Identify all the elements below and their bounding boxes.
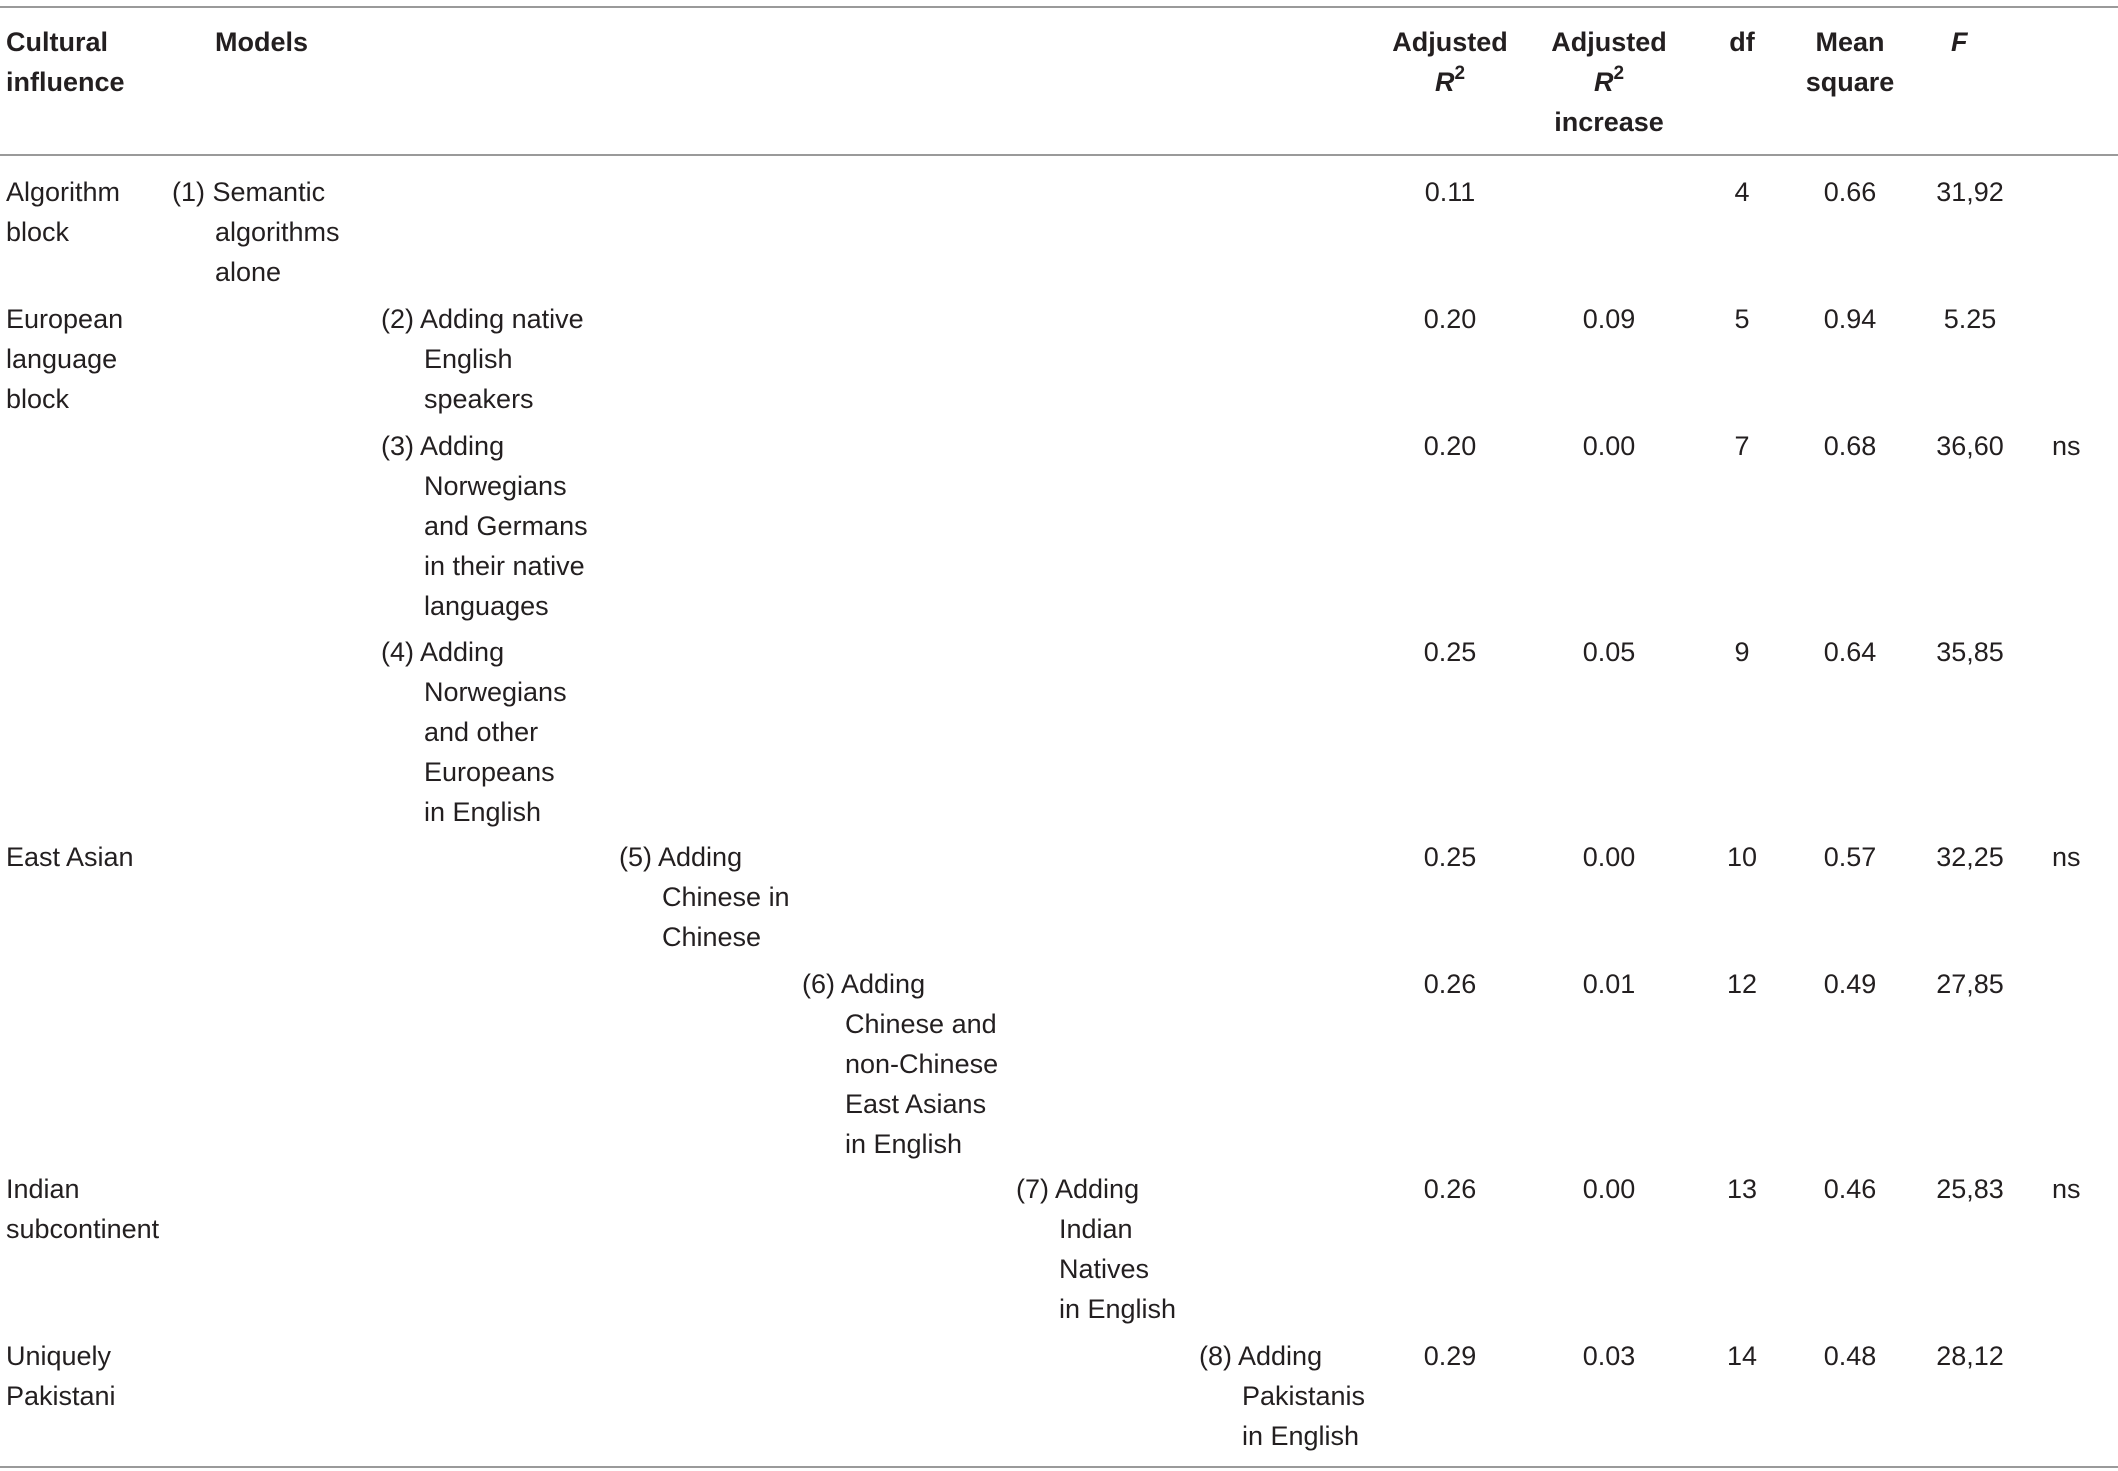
cell-mean-square: 0.48 xyxy=(1823,1341,1877,1371)
cell-significance: ns xyxy=(2052,431,2081,461)
cell-adjusted-r2: 0.25 xyxy=(1423,637,1477,667)
cell-adjusted-r2: 0.26 xyxy=(1423,969,1477,999)
cell-mean-square: 0.68 xyxy=(1823,431,1877,461)
cell-adjusted-r2: 0.29 xyxy=(1423,1341,1477,1371)
cell-adjusted-r2: 0.20 xyxy=(1423,304,1477,334)
cell-mean-square: 0.66 xyxy=(1823,177,1877,207)
cell-mean-square: 0.64 xyxy=(1823,637,1877,667)
row-group-label: Indian subcontinent xyxy=(6,1174,160,1244)
model-entry: (2) Adding native English speakers xyxy=(381,304,584,414)
cell-df: 5 xyxy=(1734,304,1750,334)
cell-significance: ns xyxy=(2052,842,2081,872)
header-df: df xyxy=(1729,27,1755,57)
model-entry: (5) Adding Chinese in Chinese xyxy=(619,842,790,952)
header-cultural-influence: Cultural influence xyxy=(6,27,125,97)
cell-mean-square: 0.57 xyxy=(1823,842,1877,872)
row-group-label: European language block xyxy=(6,304,124,414)
cell-f: 32,25 xyxy=(1936,842,2004,872)
cell-f: 35,85 xyxy=(1936,637,2004,667)
model-entry: (8) Adding Pakistanis in English xyxy=(1199,1341,1366,1451)
cell-adjusted-r2-increase: 0.01 xyxy=(1582,969,1636,999)
cell-adjusted-r2: 0.11 xyxy=(1424,177,1476,207)
header-f: F xyxy=(1951,27,1968,57)
row-group-label: Algorithm block xyxy=(6,177,121,247)
cell-f: 25,83 xyxy=(1936,1174,2004,1204)
cell-df: 14 xyxy=(1726,1341,1758,1371)
model-entry: (1) Semantic algorithms alone xyxy=(172,177,340,287)
cell-adjusted-r2-increase: 0.00 xyxy=(1582,842,1636,872)
cell-df: 4 xyxy=(1734,177,1750,207)
cell-f: 36,60 xyxy=(1936,431,2004,461)
header-bottom-rule xyxy=(0,154,2118,156)
cell-f: 31,92 xyxy=(1936,177,2004,207)
cell-adjusted-r2: 0.25 xyxy=(1423,842,1477,872)
cell-df: 13 xyxy=(1726,1174,1758,1204)
cell-f: 27,85 xyxy=(1936,969,2004,999)
row-group-label: East Asian xyxy=(6,842,134,872)
cell-adjusted-r2-increase: 0.03 xyxy=(1582,1341,1636,1371)
model-entry: (6) Adding Chinese and non-Chinese East Asians in English xyxy=(802,969,999,1159)
cell-mean-square: 0.49 xyxy=(1823,969,1877,999)
table-top-rule xyxy=(0,6,2118,8)
cell-f: 28,12 xyxy=(1936,1341,2004,1371)
cell-adjusted-r2-increase: 0.05 xyxy=(1582,637,1636,667)
cell-significance: ns xyxy=(2052,1174,2081,1204)
cell-adjusted-r2-increase: 0.09 xyxy=(1582,304,1636,334)
model-entry: (3) Adding Norwegians and Germans in their native languages xyxy=(381,431,588,621)
model-entry: (7) Adding Indian Natives in English xyxy=(1016,1174,1177,1324)
cell-adjusted-r2: 0.26 xyxy=(1423,1174,1477,1204)
row-group-label: Uniquely Pakistani xyxy=(6,1341,116,1411)
cell-f: 5.25 xyxy=(1943,304,1997,334)
model-entry: (4) Adding Norwegians and other Europeans in English xyxy=(381,637,567,827)
cell-df: 10 xyxy=(1726,842,1758,872)
cell-adjusted-r2-increase: 0.00 xyxy=(1582,1174,1636,1204)
header-adjusted-r2: Adjusted $R^2$ xyxy=(1392,27,1508,97)
cell-adjusted-r2-increase: 0.00 xyxy=(1582,431,1636,461)
cell-df: 12 xyxy=(1726,969,1758,999)
header-models: Models xyxy=(215,27,309,57)
table-bottom-rule xyxy=(0,1466,2118,1468)
cell-df: 7 xyxy=(1734,431,1750,461)
cell-df: 9 xyxy=(1734,637,1750,667)
header-adjusted-r2-increase: Adjusted $R^2$ increase xyxy=(1551,27,1667,137)
cell-mean-square: 0.46 xyxy=(1823,1174,1877,1204)
cell-adjusted-r2: 0.20 xyxy=(1423,431,1477,461)
cell-mean-square: 0.94 xyxy=(1823,304,1877,334)
header-mean-square: Mean square xyxy=(1805,27,1895,97)
